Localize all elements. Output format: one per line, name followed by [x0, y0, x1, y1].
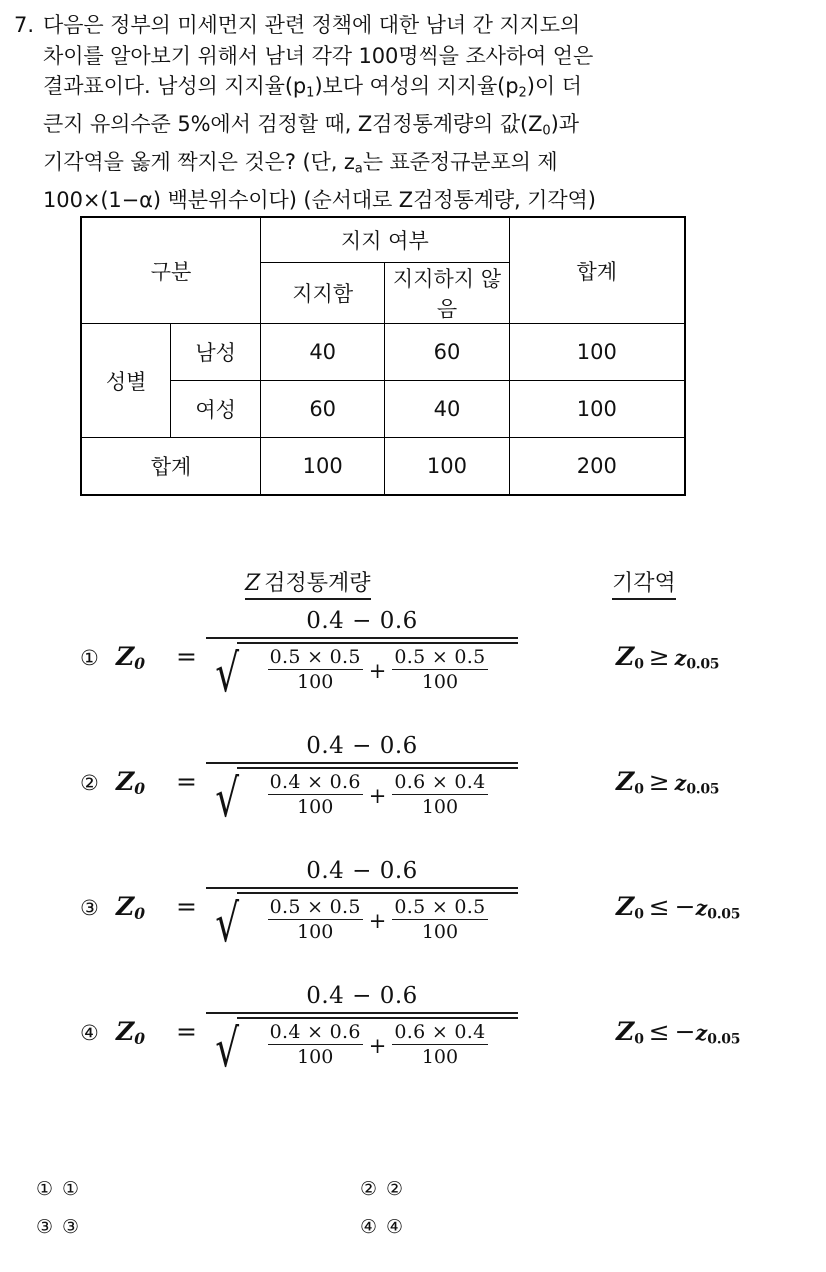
option-denominator-1 [206, 639, 518, 704]
rejection-lhs-sub-1: 0 [634, 656, 644, 673]
table-cell-male-total: 100 [509, 324, 685, 381]
term1-denominator-4: 100 [297, 1046, 334, 1068]
table-header-support-yes: 지지함 [261, 263, 385, 324]
term2-denominator-4: 100 [421, 1046, 459, 1068]
table-footer-total: 200 [509, 438, 685, 496]
question-line-6: 100×(1−α) 백분위수이다) (순서대로 Z검정통계량, 기각역) [43, 188, 596, 213]
term1-numerator-2: 0.4 × 0.6 [269, 771, 361, 793]
sqrt-icon: √ [215, 644, 240, 704]
table-cell-female-total: 100 [509, 381, 685, 438]
answer-choice-1-text: ① [62, 1178, 80, 1200]
question-line-2: 차이를 알아보기 위해서 남녀 각각 100명씩을 조사하여 얻은 [43, 43, 594, 68]
answer-choice-1[interactable] [36, 1178, 79, 1200]
term1-1 [265, 646, 366, 693]
option-denominator-2 [206, 764, 518, 829]
term2-numerator-1: 0.5 × 0.5 [394, 646, 486, 668]
question-line-3: 결과표이다. 남성의 지지율$(p_1)$보다 여성의 지지율$(p_2)$이 더 [43, 74, 582, 101]
option-denominator-3 [206, 889, 518, 954]
option-rejection-1 [616, 642, 719, 673]
option-equals-2: = [176, 767, 197, 796]
rejection-z-sub-1: 0.05 [686, 656, 720, 673]
radical-1 [206, 642, 518, 704]
term2-denominator-3: 100 [421, 921, 459, 943]
term1-denominator-1: 100 [297, 671, 334, 693]
answer-choice-3-mark: ③ [36, 1216, 54, 1238]
term2-numerator-4: 0.6 × 0.4 [394, 1021, 486, 1043]
radicand-3 [237, 892, 518, 943]
option-numerator-2: 0.4 − 0.6 [306, 733, 418, 759]
answer-row-1 [0, 1178, 826, 1216]
table-footer-label: 합계 [81, 438, 261, 496]
radicand-2 [237, 767, 518, 818]
answer-row-2 [0, 1216, 826, 1254]
option-mark-1: ① [80, 646, 99, 670]
term1-denominator-2: 100 [297, 796, 334, 818]
option-lhs-1: $Z_0$ [116, 642, 146, 673]
table-row-label-female: 여성 [171, 381, 261, 438]
question-line-5: 기각역을 옳게 짝지은 것은? (단, $z_a$는 표준정규분포의 제 [43, 150, 558, 177]
rejection-relation-4: ≤ [648, 1017, 670, 1046]
option-column-headers [0, 560, 826, 604]
option-numerator-4: 0.4 − 0.6 [306, 983, 418, 1009]
term2-3 [389, 896, 490, 943]
radical-3 [206, 892, 518, 954]
option-rejection-4 [616, 1017, 740, 1048]
option-rejection-3 [616, 892, 740, 923]
contingency-table [80, 216, 686, 496]
contingency-table-wrapper [80, 216, 686, 496]
rejection-relation-2: ≥ [648, 767, 670, 796]
rejection-relation-1: ≥ [648, 642, 670, 671]
term1-numerator-4: 0.4 × 0.6 [269, 1021, 361, 1043]
answer-choices [0, 1178, 826, 1254]
table-row-group-label: 성별 [81, 324, 171, 438]
table-header-support-no: 지지하지 않음 [385, 263, 509, 324]
table-header-row-1 [81, 217, 685, 263]
answer-choice-4-mark: ④ [360, 1216, 378, 1238]
option-numerator-1: 0.4 − 0.6 [306, 608, 418, 634]
table-footer-yes: 100 [261, 438, 385, 496]
option-mark-2: ② [80, 771, 99, 795]
option-mark-3: ③ [80, 896, 99, 920]
radicand-4 [237, 1017, 518, 1068]
column-header-rejection: 기각역 [612, 566, 676, 600]
rejection-z-4: z [695, 1021, 708, 1045]
rejection-lhs-sub-2: 0 [634, 781, 644, 798]
option-lhs-4: $Z_0$ [116, 1017, 146, 1048]
rejection-z-sub-4: 0.05 [707, 1031, 741, 1048]
term2-1 [389, 646, 490, 693]
rejection-z-sub-3: 0.05 [707, 906, 741, 923]
option-row-1[interactable] [0, 604, 826, 729]
rejection-lhs-sub-3: 0 [634, 906, 644, 923]
option-numerator-3: 0.4 − 0.6 [306, 858, 418, 884]
answer-choice-2-text: ② [386, 1178, 404, 1200]
sqrt-icon: √ [215, 1019, 240, 1079]
rejection-z-3: z [695, 896, 708, 920]
term1-4 [265, 1021, 366, 1068]
answer-choice-3-text: ③ [62, 1216, 80, 1238]
rejection-z-sub-2: 0.05 [686, 781, 720, 798]
rejection-z-1: z [674, 646, 687, 670]
option-row-2[interactable] [0, 729, 826, 854]
answer-choice-3[interactable] [36, 1216, 79, 1238]
answer-choice-2-mark: ② [360, 1178, 378, 1200]
term-operator-3: + [368, 908, 387, 933]
table-header-total: 합계 [509, 217, 685, 324]
answer-choice-2[interactable] [360, 1178, 403, 1200]
term1-3 [265, 896, 366, 943]
answer-choice-4[interactable] [360, 1216, 403, 1238]
rejection-negative-4: − [674, 1017, 696, 1046]
option-equals-3: = [176, 892, 197, 921]
option-row-3[interactable] [0, 854, 826, 979]
column-header-statistic-label: 검정통계량 [264, 571, 371, 596]
term1-2 [265, 771, 366, 818]
question-line-4: 큰지 유의수준 5%에서 검정할 때, Z검정통계량의 값$(Z_0)$과 [43, 112, 579, 139]
rejection-negative-3: − [674, 892, 696, 921]
rejection-lhs-sub-4: 0 [634, 1031, 644, 1048]
term1-denominator-3: 100 [297, 921, 334, 943]
option-equals-1: = [176, 642, 197, 671]
table-row [81, 381, 685, 438]
option-denominator-4 [206, 1014, 518, 1079]
column-header-statistic-symbol: Z [245, 571, 261, 596]
table-footer-row [81, 438, 685, 496]
term1-numerator-3: 0.5 × 0.5 [269, 896, 361, 918]
table-footer-no: 100 [385, 438, 509, 496]
option-fraction-4 [206, 983, 518, 1079]
rejection-z-2: z [674, 771, 687, 795]
rejection-lhs-1: Z [616, 642, 635, 671]
table-cell-male-no: 60 [385, 324, 509, 381]
term2-4 [389, 1021, 490, 1068]
term2-numerator-2: 0.6 × 0.4 [394, 771, 486, 793]
table-cell-male-yes: 40 [261, 324, 385, 381]
question-line-1: 다음은 정부의 미세먼지 관련 정책에 대한 남녀 간 지지도의 [43, 13, 581, 37]
option-mark-4: ④ [80, 1021, 99, 1045]
term-operator-4: + [368, 1033, 387, 1058]
sqrt-icon: √ [215, 769, 240, 829]
term2-numerator-3: 0.5 × 0.5 [394, 896, 486, 918]
table-row [81, 324, 685, 381]
rejection-lhs-3: Z [616, 892, 635, 921]
term-operator-2: + [368, 783, 387, 808]
term1-numerator-1: 0.5 × 0.5 [269, 646, 361, 668]
option-equals-4: = [176, 1017, 197, 1046]
table-header-gubun: 구분 [81, 217, 261, 324]
answer-choice-4-text: ④ [386, 1216, 404, 1238]
option-rejection-2 [616, 767, 719, 798]
term2-2 [389, 771, 490, 818]
radical-2 [206, 767, 518, 829]
option-lhs-2: $Z_0$ [116, 767, 146, 798]
question-stem [14, 10, 814, 216]
option-lhs-3: $Z_0$ [116, 892, 146, 923]
term2-denominator-2: 100 [421, 796, 459, 818]
option-fraction-1 [206, 608, 518, 704]
term2-denominator-1: 100 [421, 671, 459, 693]
table-row-label-male: 남성 [171, 324, 261, 381]
rejection-relation-3: ≤ [648, 892, 670, 921]
option-fraction-3 [206, 858, 518, 954]
options-area [0, 560, 826, 1104]
radicand-1 [237, 642, 518, 693]
radical-4 [206, 1017, 518, 1079]
rejection-lhs-4: Z [616, 1017, 635, 1046]
question-text [43, 10, 791, 216]
table-cell-female-yes: 60 [261, 381, 385, 438]
question-number: 7. [14, 13, 35, 37]
table-header-support-group: 지지 여부 [261, 217, 510, 263]
option-fraction-2 [206, 733, 518, 829]
table-cell-female-no: 40 [385, 381, 509, 438]
answer-choice-1-mark: ① [36, 1178, 54, 1200]
sqrt-icon: √ [215, 894, 240, 954]
column-header-statistic [245, 566, 371, 600]
term-operator-1: + [368, 658, 387, 683]
option-row-4[interactable] [0, 979, 826, 1104]
rejection-lhs-2: Z [616, 767, 635, 796]
